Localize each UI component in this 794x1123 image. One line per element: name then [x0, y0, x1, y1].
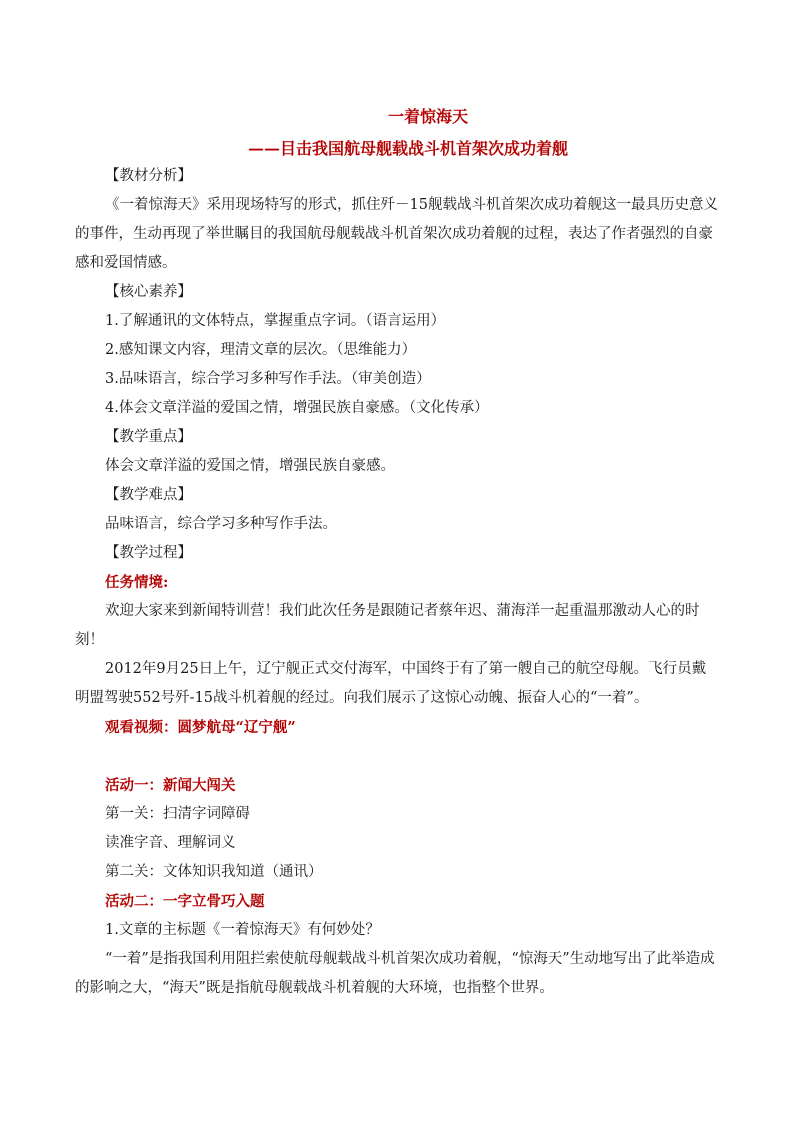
- difficulty-text: 品味语言，综合学习多种写作手法。: [105, 516, 337, 532]
- process-heading: 【教学过程】: [105, 545, 192, 561]
- literacy-item: 4.体会文章洋溢的爱国之情，增强民族自豪感。（文化传承）: [105, 400, 489, 416]
- activity1-line: 第一关：扫清字词障碍: [105, 806, 250, 822]
- activity2-answer: “一着”是指我国利用阻拦索使航母舰载战斗机首架次成功着舰，“惊海天”生动地写出了此举造成的影响之大，“海天”既是指航母舰载战斗机着舰的大环境，也指整个世界。: [75, 951, 715, 996]
- literacy-item: 2.感知课文内容，理清文章的层次。（思维能力）: [105, 342, 417, 358]
- activity1-line: 第二关：文体知识我知道（通讯）: [105, 864, 323, 880]
- analysis-text: 《一着惊海天》采用现场特写的形式，抓住歼－15舰载战斗机首架次成功着舰这一最具历史意义的事件，生动再现了举世瞩目的我国航母舰载战斗机首架次成功着舰的过程，表达了作者强烈的自豪感和爱国情感。: [75, 197, 718, 271]
- focus-text: 体会文章洋溢的爱国之情，增强民族自豪感。: [105, 458, 395, 474]
- activity2-question: 1.文章的主标题《一着惊海天》有何妙处？: [105, 922, 380, 938]
- activity1-line: 读准字音、理解词义: [105, 835, 236, 851]
- task-heading: 任务情境:: [105, 574, 169, 591]
- document-body: [75, 162, 720, 1003]
- task-paragraph: 2012年9月25日上午，辽宁舰正式交付海军，中国终于有了第一艘自己的航空母舰。飞行员戴明盟驾驶552号歼-15战斗机着舰的经过。向我们展示了这惊心动魄、振奋人心的“一着”。: [75, 661, 707, 706]
- spacer: [75, 742, 720, 771]
- page-subtitle: ——目击我国航母舰载战斗机首架次成功着舰: [248, 139, 569, 158]
- analysis-heading: 【教材分析】: [105, 168, 192, 184]
- difficulty-heading: 【教学难点】: [105, 487, 192, 503]
- activity2-heading: 活动二：一字立骨巧入题: [105, 893, 265, 910]
- activity1-heading: 活动一：新闻大闯关: [105, 777, 236, 794]
- page-title: 一着惊海天: [388, 107, 469, 126]
- literacy-heading: 【核心素养】: [105, 284, 192, 300]
- task-paragraph: 欢迎大家来到新闻特训营！我们此次任务是跟随记者蔡年迟、蒲海洋一起重温那激动人心的时刻！: [75, 603, 700, 648]
- literacy-item: 1.了解通讯的文体特点，掌握重点字词。（语言运用）: [105, 313, 446, 329]
- literacy-item: 3.品味语言，综合学习多种写作手法。（审美创造）: [105, 371, 431, 387]
- video-heading: 观看视频：圆梦航母“辽宁舰”: [105, 719, 296, 736]
- focus-heading: 【教学重点】: [105, 429, 192, 445]
